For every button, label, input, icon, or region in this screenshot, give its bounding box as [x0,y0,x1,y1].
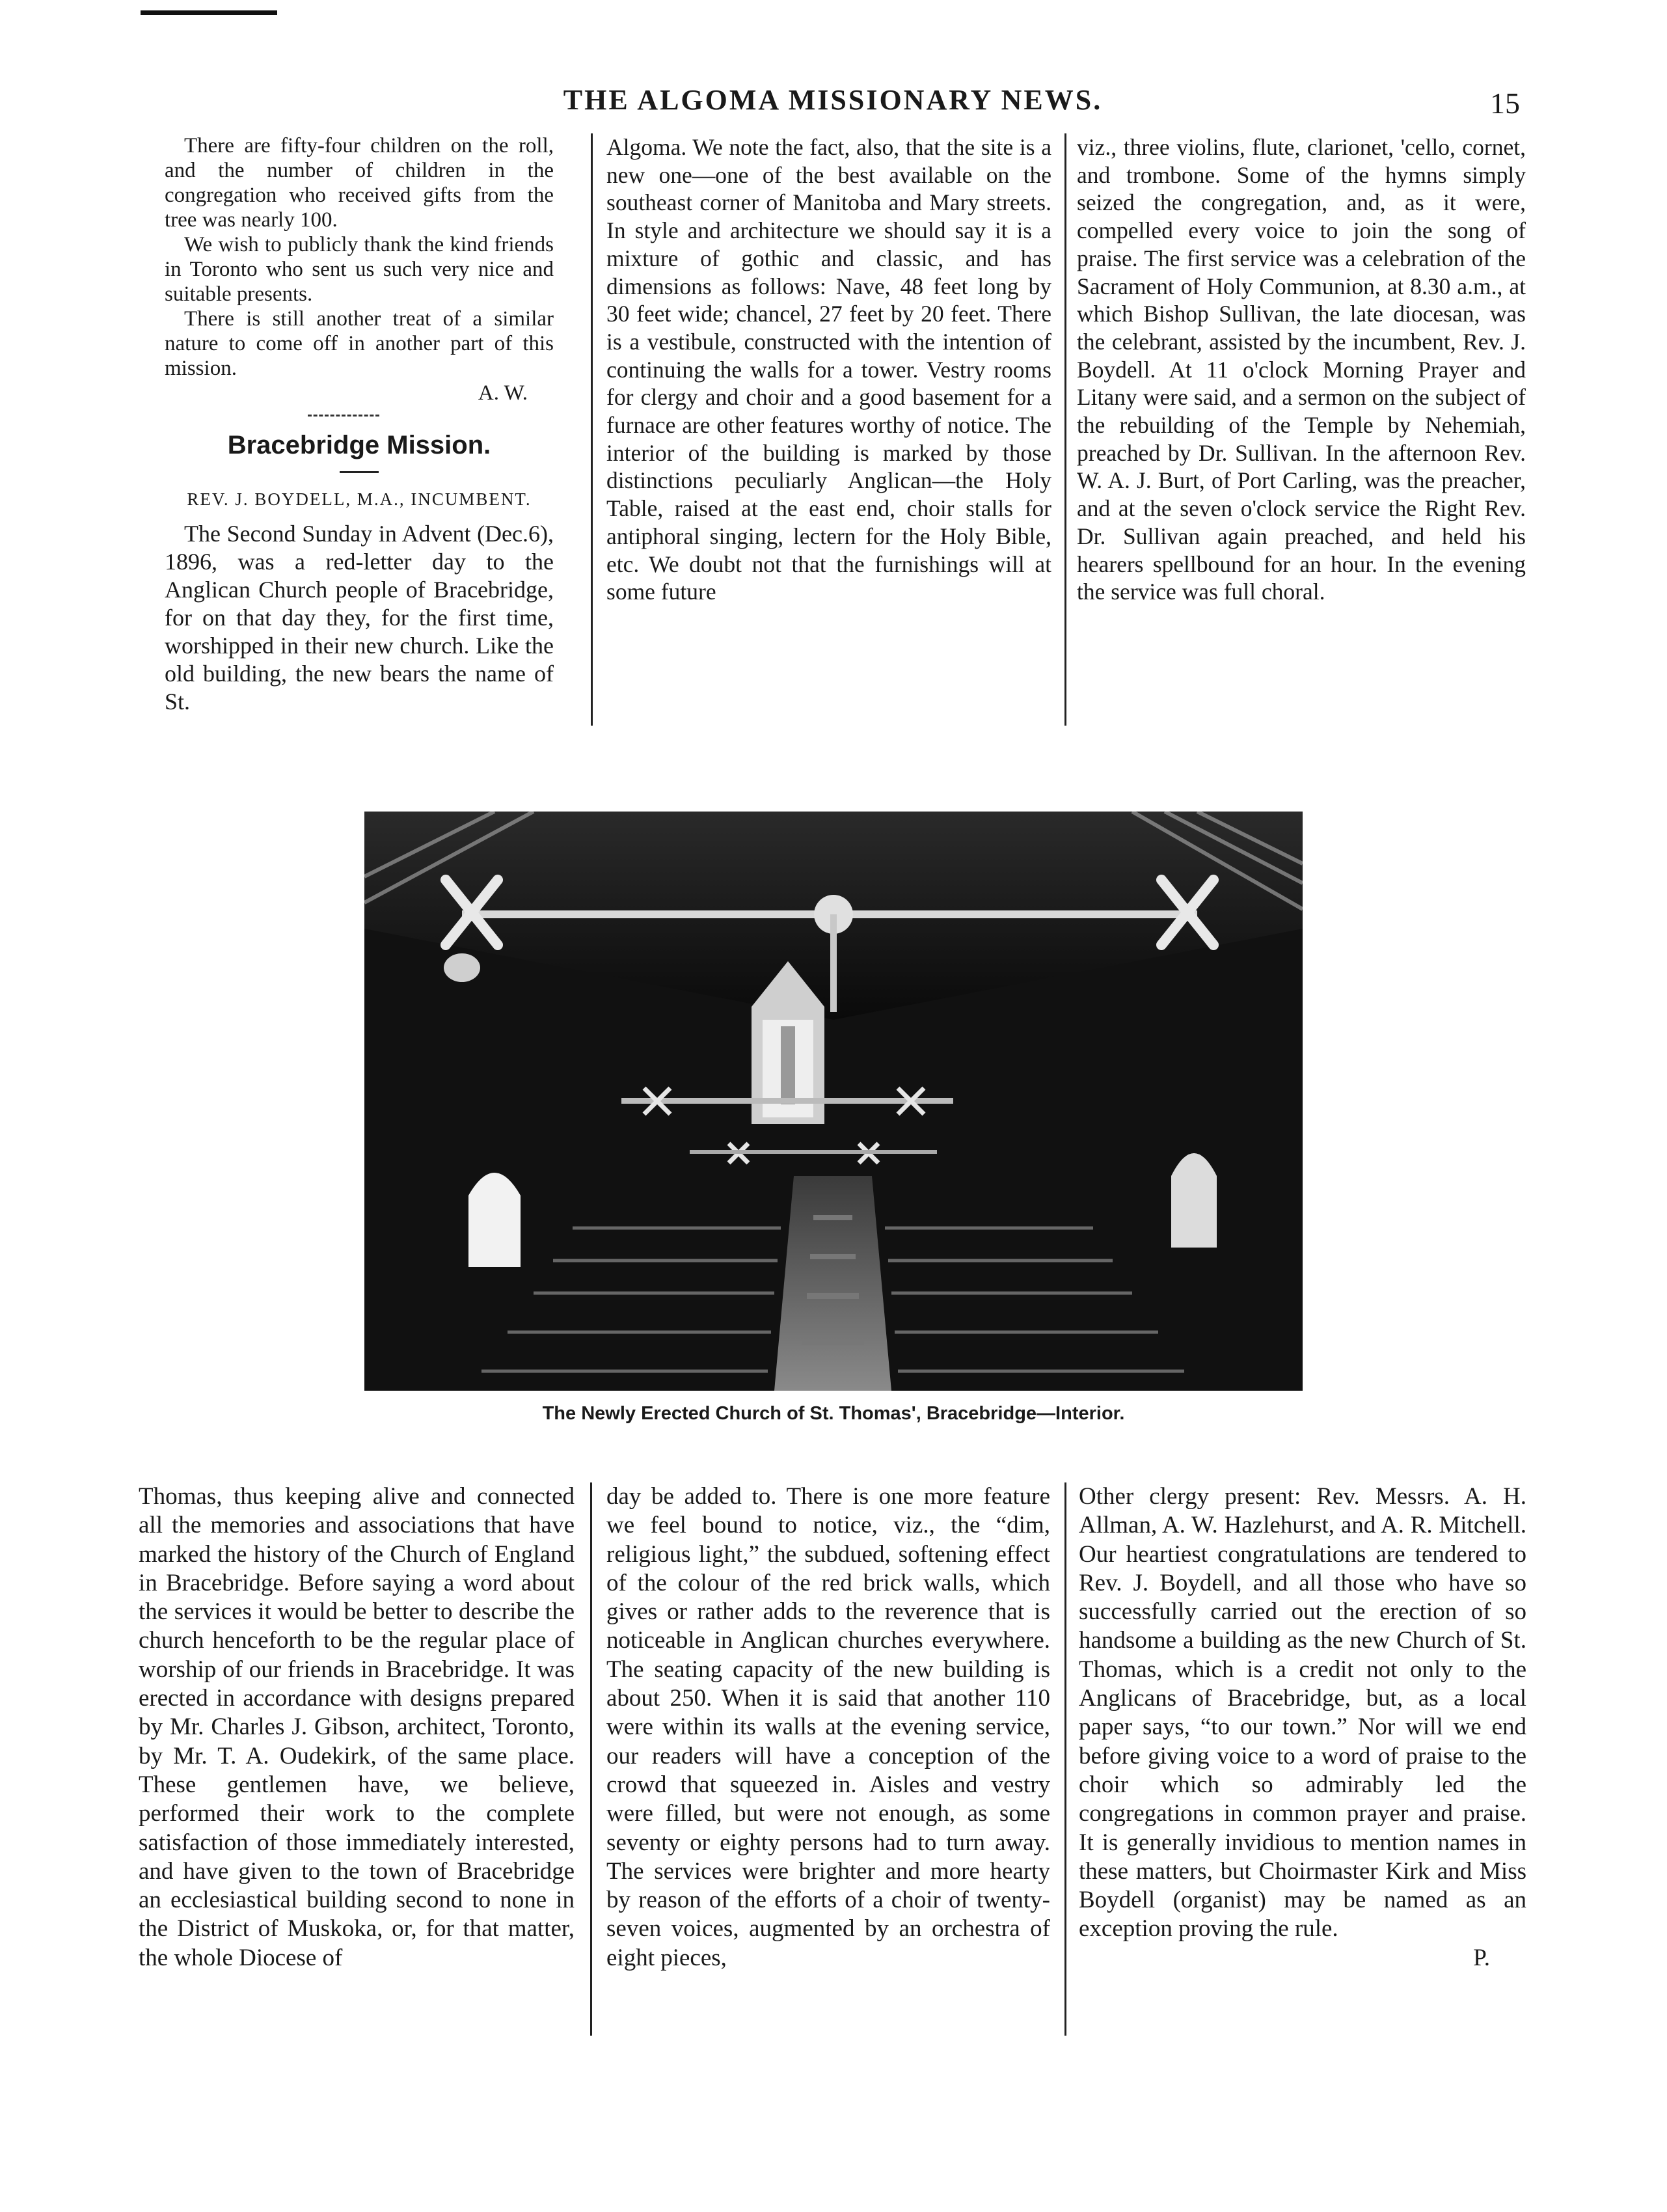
column-rule [1064,1482,1066,2036]
page-title: THE ALGOMA MISSIONARY NEWS. [563,84,1103,116]
paragraph: day be added to. There is one more feature we feel bound to notice, viz., the “dim, religious light,” the subdued, softening effect of the colour of the red brick walls, which gives or rather adds to the reverence that is noticeable in Anglican churches everywhere. The seating capacity of the new building is about 250. When it is said that another 110 were within its walls at the evening service, our readers will have a conception of the crowd that squeezed in. Aisles and vestry were filled, but were not enough, as some seventy or eighty persons had to turn away. The services were brighter and more hearty by reason of the efforts of a choir of twenty-seven voices, augmented by an orchestra of eight pieces, [606,1483,1050,1971]
page-number: 15 [1490,87,1520,120]
signature: A. W. [478,381,528,405]
byline: REV. J. BOYDELL, M.A., INCUMBENT. [187,489,532,509]
column-rule [590,1482,592,2036]
top-column-3 [1077,133,1526,606]
title-rule [340,471,379,473]
bottom-column-2 [606,1482,1050,1973]
paragraph: viz., three violins, flute, clarionet, 'cello, cornet, and trombone. Some of the hymns simply seized the congregation, and, as it were, compelled every voice to join the song of praise. The first service was a celebration of the Sacrament of Holy Communion, at 8.30 a.m., at which Bishop Sullivan, the late diocesan, was the celebrant, assisted by the incumbent, Rev. J. Boydell. At 11 o'clock Morning Prayer and Litany were said, and a sermon on the subject of the rebuilding of the Temple by Nehemiah, preached by Dr. Sullivan. In the afternoon Rev. W. A. J. Burt, of Port Carling, was the preacher, and at the seven o'clock service the Right Rev. Dr. Sullivan again preached, and held his hearers spellbound for an hour. In the evening the service was full choral. [1077,134,1526,605]
column-rule [1064,133,1066,726]
paragraph: Thomas, thus keeping alive and connected all the memories and associations that have marked the history of the Church of England in Bracebridge. Before saying a word about the services it would be better to describe the church henceforth to be the regular place of worship of our friends in Bracebridge. It was erected in accordance with designs prepared by Mr. Charles J. Gibson, architect, Toronto, by Mr. T. A. Oudekirk, of the same place. These gentlemen have, we believe, performed their work to the complete satisfaction of those immediately interested, and have given to the town of Bracebridge an ecclesiastical building second to none in the District of Muskoka, or, for that matter, the whole Diocese of [139,1483,575,1971]
signature: P. [1473,1944,1490,1971]
bottom-column-3 [1079,1482,1526,1973]
top-column-2 [606,133,1051,606]
top-rule [141,10,277,15]
bottom-column-1 [139,1482,575,1973]
church-interior-photo [364,812,1303,1391]
paragraph: There is still another treat of a similar nature to come off in another part of this mission. [165,307,554,380]
paragraph: There are fifty-four children on the roll, and the number of children in the congregation who received gifts from the tree was nearly 100. [165,134,554,232]
paragraph: We wish to publicly thank the kind friends in Toronto who sent us such very nice and suitable presents. [165,233,554,306]
running-head [0,83,1667,122]
article-paragraph: The Second Sunday in Advent (Dec.6), 1896, was a red-letter day to the Anglican Church people of Bracebridge, for on that day they, for the first time, worshipped in their new church. Like the old building, the new bears the name of St. [165,521,554,715]
figure-caption: The Newly Erected Church of St. Thomas', Bracebridge—Interior. [542,1403,1125,1424]
paragraph: Other clergy present: Rev. Messrs. A. H. Allman, A. W. Hazlehurst, and A. R. Mitchell. Our heartiest congratulations are tendered to Rev. J. Boydell, and all those who have so successfully carried out the erection of so handsome a building as the new Church of St. Thomas, which is a credit not only to the Anglicans of Bracebridge, but, as a local paper says, “to our town.” Nor will we end before giving voice to a word of praise to the choir which so admirably led the congregations in common prayer and praise. It is generally invidious to mention names in these matters, but Choirmaster Kirk and Miss Boydell (organist) may be named as an exception proving the rule. [1079,1483,1526,1943]
column-rule [591,133,593,726]
paragraph: Algoma. We note the fact, also, that the site is a new one—one of the best available on the southeast corner of Manitoba and Mary streets. In style and architecture we should say it is a mixture of gothic and classic, and has dimensions as follows: Nave, 48 feet long by 30 feet wide; chancel, 27 feet by 20 feet. There is a vestibule, constructed with the intention of continuing the walls for a tower. Vestry rooms for clergy and choir and a good basement for a furnace are other features worthy of notice. The interior of the building is marked by those distinctions peculiarly Anglican—the Holy Table, raised at the east end, choir stalls for antiphoral singing, lectern for the Holy Bible, etc. We doubt not that the furnishings will at some future [606,134,1051,605]
section-title: Bracebridge Mission. [227,431,491,459]
top-column-1 [165,133,554,716]
separator [308,415,379,416]
